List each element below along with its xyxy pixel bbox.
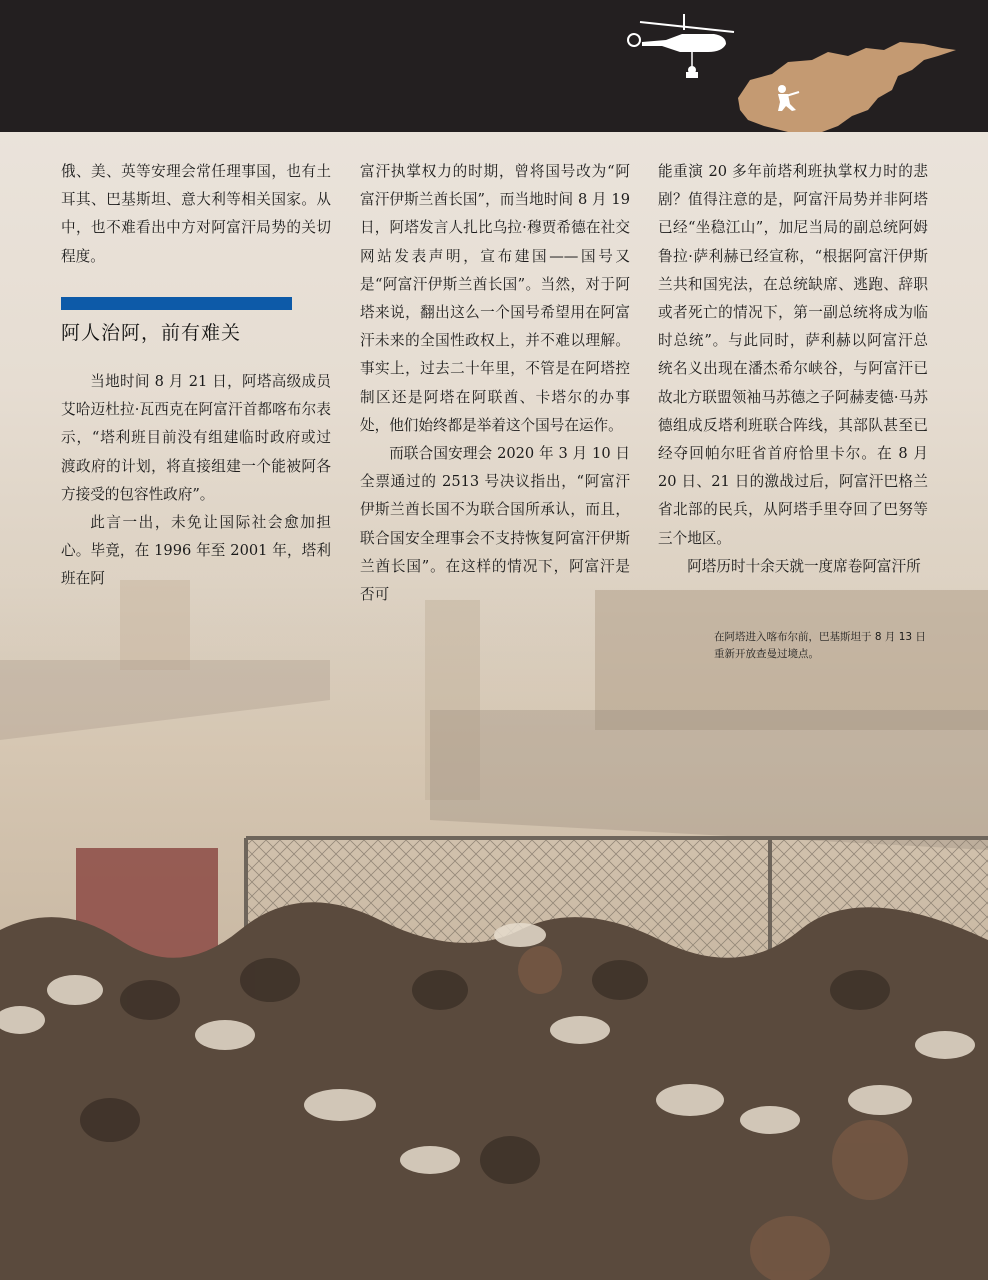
article-column-3 <box>658 158 928 581</box>
paragraph: 俄、美、英等安理会常任理事国，也有土耳其、巴基斯坦、意大利等相关国家。从中，也不难看出中方对阿富汗局势的关切程度。 <box>61 163 331 265</box>
paragraph: 此言一出，未免让国际社会愈加担心。毕竟，在 1996 年至 2001 年，塔利班在阿 <box>61 514 331 588</box>
paragraph: 能重演 20 多年前塔利班执掌权力时的悲剧？值得注意的是，阿富汗局势并非阿塔已经“坐稳江山”，加尼当局的副总统阿姆鲁拉·萨利赫已经宣称，“根据阿富汗伊斯兰共和国宪法，在总统缺席、逃跑、辞职或者死亡的情况下，第一副总统将成为临时总统”。与此同时，萨利赫以阿富汗总统名义出现在潘杰希尔峡谷，与阿富汗已故北方联盟领袖马苏德之子阿赫麦德·马苏德组成反塔利班联合阵线，其部队甚至已经夺回帕尔旺省首府恰里卡尔。在 8 月 20 日、21 日的激战过后，阿富汗巴格兰省北部的民兵，从阿塔手里夺回了巴努等三个地区。 <box>658 163 928 547</box>
section-accent-bar <box>61 297 292 310</box>
header-band <box>0 0 988 132</box>
article-column-2 <box>360 158 630 609</box>
paragraph: 而联合国安理会 2020 年 3 月 10 日全票通过的 2513 号决议指出，“阿富汗伊斯兰酋长国不为联合国所承认，而且，联合国安全理事会不支持恢复阿富汗伊斯兰酋长国”。在这样的情况下，阿富汗是否可 <box>360 445 630 604</box>
article-column-1-continued <box>61 368 331 594</box>
soldier-icon <box>772 84 800 112</box>
paragraph: 阿塔历时十余天就一度席卷阿富汗所 <box>687 557 921 575</box>
photo-caption: 在阿塔进入喀布尔前，巴基斯坦于 8 月 13 日重新开放查曼过境点。 <box>714 631 926 660</box>
section-heading: 阿人治阿，前有难关 <box>61 322 242 344</box>
border-crossing-photo <box>0 560 988 1280</box>
paragraph: 富汗执掌权力的时期，曾将国号改为“阿富汗伊斯兰酋长国”，而当地时间 8 月 19 日，阿塔发言人扎比乌拉·穆贾希德在社交网站发表声明，宣布建国——国号又是“阿富汗伊斯兰酋长国”。当然，对于阿塔来说，翻出这么一个国号希望用在阿富汗未来的全国性政权上，并不难以理解。事实上，过去二十年里，不管是在阿塔控制区还是阿塔在阿联酋、卡塔尔的办事处，他们始终都是举着这个国号在运作。 <box>360 163 630 434</box>
afghanistan-map-icon <box>728 40 958 132</box>
article-column-1 <box>61 158 331 271</box>
helicopter-icon <box>622 10 742 80</box>
paragraph: 当地时间 8 月 21 日，阿塔高级成员艾哈迈杜拉·瓦西克在阿富汗首都喀布尔表示，“塔利班目前没有组建临时政府或过渡政府的计划，将直接组建一个能被阿各方接受的包容性政府”。 <box>61 373 331 503</box>
